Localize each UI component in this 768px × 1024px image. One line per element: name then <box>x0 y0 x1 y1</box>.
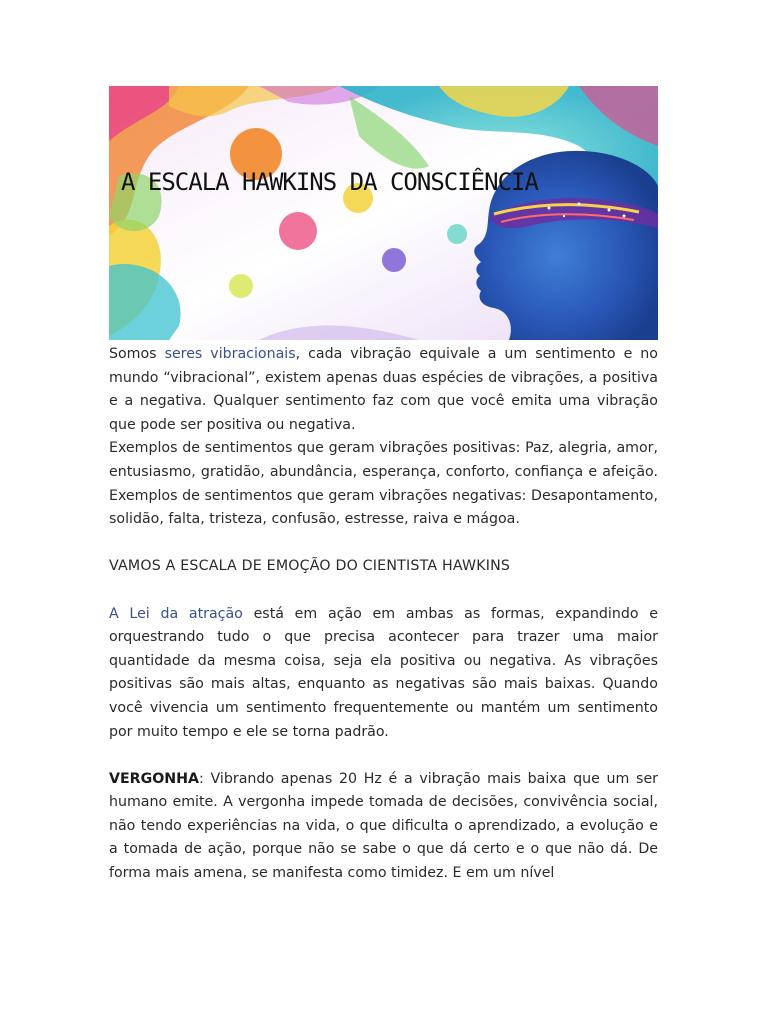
paragraph-vergonha: VERGONHA: Vibrando apenas 20 Hz é a vibração mais baixa que um ser humano emite. A vergonha impede tomada de decisões, convivência social, não tendo experiências na vida, o que dificulta o aprendizado, a evolução e a tomada de ação, porque não se sabe o que dá certo e o que não dá. De forma mais amena, se manifesta como timidez. E em um nível <box>109 770 658 882</box>
link-seres-vibracionais[interactable]: seres vibracionais <box>164 346 296 362</box>
banner-image <box>109 86 658 340</box>
term-vergonha: VERGONHA <box>109 770 200 787</box>
paragraph-lei-atracao: A Lei da atração está em ação em ambas as formas, expandindo e orquestrando tudo o que precisa acontecer para trazer uma maior quantidade da mesma coisa, seja ela positiva ou negativa. As vibrações positivas são mais altas, enquanto as negativas são mais baixas. Quando você vivencia um sentimento frequentemente ou mantém um sentimento por muito tempo e ele se torna padrão. <box>109 605 658 740</box>
article-body <box>109 343 658 886</box>
watercolor-illustration <box>109 86 658 340</box>
banner-title: A ESCALA HAWKINS DA CONSCIÊNCIA <box>121 168 538 196</box>
link-lei-da-atracao[interactable]: A Lei da atração <box>109 605 243 622</box>
paragraph-intro: Somos seres vibracionais, cada vibração equivale a um sentimento e no mundo “vibracional”, existem apenas duas espécies de vibrações, a positiva e a negativa. Qualquer sentimento faz com que você emita uma vibração que pode ser positiva ou negativa. <box>109 346 658 433</box>
paragraph-examples: Exemplos de sentimentos que geram vibrações positivas: Paz, alegria, amor, entusiasmo, gratidão, abundância, esperança, conforto, confiança e afeição. Exemplos de sentimentos que geram vibrações negativas: Desapontamento, solidão, falta, tristeza, confusão, estresse, raiva e mágoa. <box>109 440 658 528</box>
section-heading: VAMOS A ESCALA DE EMOÇÃO DO CIENTISTA HAWKINS <box>109 558 511 575</box>
